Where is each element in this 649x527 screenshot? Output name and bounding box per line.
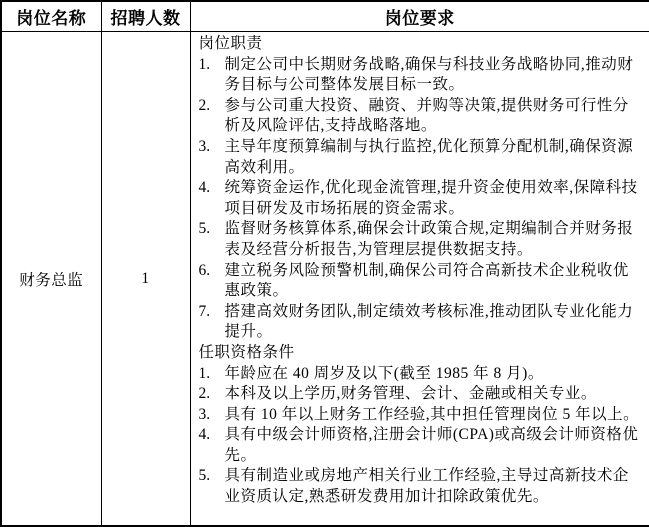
item-number: 2. [198, 385, 211, 403]
requirement-item [199, 466, 644, 507]
qualifications-list [199, 364, 644, 508]
item-number: 3. [198, 405, 211, 423]
item-text: 参与公司重大投资、融资、并购等决策,提供财务可行性分析及风险评估,支持战略落地。 [224, 96, 629, 135]
requirement-item [199, 178, 644, 219]
position-name-cell: 财务总监 [1, 32, 101, 527]
requirement-item [199, 261, 644, 302]
requirement-item [199, 425, 644, 466]
item-number: 1. [198, 55, 211, 73]
item-number: 4. [198, 179, 211, 197]
item-text: 制定公司中长期财务战略,确保与科技业务战略协同,推动财务目标与公司整体发展目标一致。 [224, 55, 634, 94]
item-number: 6. [198, 261, 211, 279]
column-header-position-name: 岗位名称 [1, 1, 101, 32]
requirement-item [199, 364, 644, 385]
requirement-item [199, 405, 644, 426]
item-text: 具有 10 年以上财务工作经验,其中担任管理岗位 5 年以上。 [224, 405, 640, 423]
item-text: 主导年度预算编制与执行监控,优化预算分配机制,确保资源高效利用。 [224, 137, 634, 176]
item-number: 1. [198, 364, 211, 382]
qualifications-section [199, 343, 644, 508]
item-number: 5. [198, 220, 211, 238]
item-text: 监督财务核算体系,确保会计政策合规,定期编制合并财务报表及经营分析报告,为管理层提供数据支持。 [224, 220, 634, 258]
item-number: 5. [198, 467, 211, 485]
item-text: 具有中级会计师资格,注册会计师(CPA)或高级会计师资格优先。 [224, 426, 639, 464]
item-text: 具有制造业或房地产相关行业工作经验,主导过高新技术企业资质认定,熟悉研发费用加计扣除政策优先。 [224, 467, 629, 506]
item-text: 本科及以上学历,财务管理、会计、金融或相关专业。 [224, 385, 597, 403]
table-row [1, 32, 649, 527]
item-number: 2. [198, 96, 211, 114]
item-text: 年龄应在 40 周岁及以下(截至 1985 年 8 月)。 [224, 364, 544, 382]
column-header-headcount: 招聘人数 [101, 1, 190, 32]
headcount-cell: 1 [101, 32, 190, 527]
item-text: 建立税务风险预警机制,确保公司符合高新技术企业税收优惠政策。 [224, 261, 629, 300]
requirement-item [199, 302, 644, 343]
requirement-item [199, 55, 644, 96]
requirements-cell [190, 32, 649, 527]
item-number: 4. [198, 426, 211, 444]
requirement-item [199, 384, 644, 405]
requirement-item [199, 137, 644, 178]
requirement-item [199, 96, 644, 137]
qualifications-section-title: 任职资格条件 [198, 343, 295, 361]
item-number: 7. [198, 302, 211, 320]
requirement-item [199, 219, 644, 260]
header-row [1, 1, 649, 32]
duties-section-title: 岗位职责 [198, 35, 263, 52]
duties-section [199, 34, 644, 343]
column-header-requirements: 岗位要求 [190, 1, 649, 32]
duties-list [199, 55, 644, 343]
item-text: 搭建高效财务团队,制定绩效考核标准,推动团队专业化能力提升。 [224, 302, 634, 341]
item-text: 统筹资金运作,优化现金流管理,提升资金使用效率,保障科技项目研发及市场拓展的资金需求。 [224, 179, 638, 217]
item-number: 3. [198, 137, 211, 155]
